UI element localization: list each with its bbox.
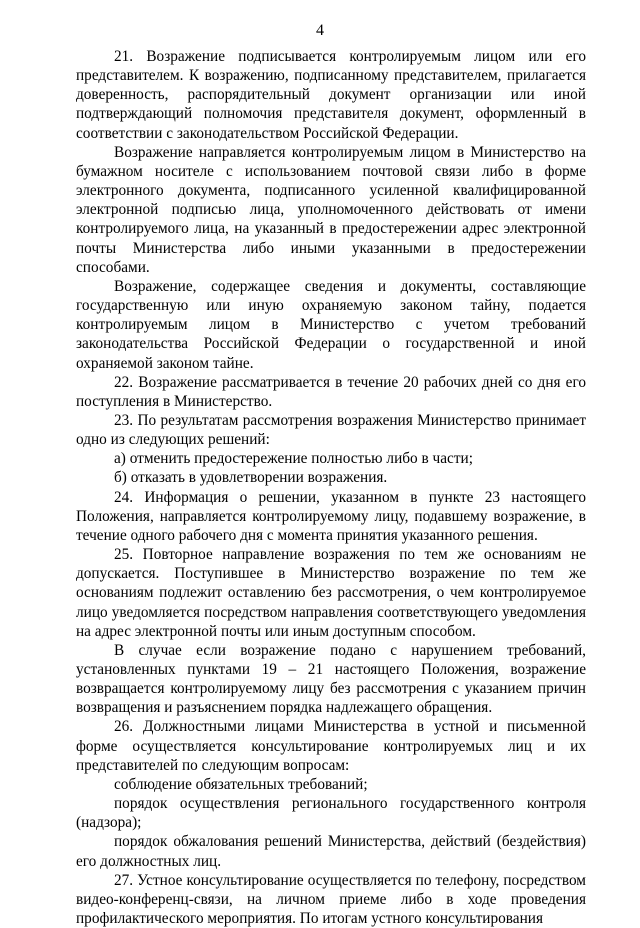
document-body xyxy=(76,47,586,928)
consulting-topic-control-procedure: порядок осуществления регионального государственного контроля (надзора); xyxy=(76,795,586,832)
page-number: 4 xyxy=(316,22,324,39)
consulting-topic-appeal-procedure: порядок обжалования решений Министерства, действий (бездействия) его должностных лиц. xyxy=(76,833,586,870)
paragraph-return-of-objection: В случае если возражение подано с нарушением требований, установленных пунктами 19 – 21 настоящего Положения, возражение возвращается контролируемому лицу без рассмотрения с указанием причин возвращения и разъяснением порядка надлежащего обращения. xyxy=(76,641,586,717)
decision-item-b: б) отказать в удовлетворении возражения. xyxy=(114,469,388,487)
paragraph-secret-information: Возражение, содержащее сведения и документы, составляющие государственную или иную охраняемую законом тайну, подается контролируемым лицом в Министерство с учетом требований законодательства Российской Федерации о государственной и иной охраняемой законом тайне. xyxy=(76,277,586,372)
decision-item-a: а) отменить предостережение полностью либо в части; xyxy=(114,450,473,468)
paragraph-22-review-period: 22. Возражение рассматривается в течение 20 рабочих дней со дня его поступления в Министерство. xyxy=(76,373,586,410)
paragraph-26-consulting: 26. Должностными лицами Министерства в устной и письменной форме осуществляется консультирование контролируемых лиц и их представителей по следующим вопросам: xyxy=(76,718,586,774)
paragraph-submission-method: Возражение направляется контролируемым лицом в Министерство на бумажном носителе с использованием почтовой связи либо в форме электронного документа, подписанного усиленной квалифицированной электронной подписью лица, уполномоченного действовать от имени контролируемого лица, на указанный в предостережении адрес электронной почты Министерства либо иными указанными в предостережении способами. xyxy=(76,143,586,276)
paragraph-21-signature: 21. Возражение подписывается контролируемым лицом или его представителем. К возражению, подписанному представителем, прилагается доверенность, распорядительный документ организации или иной подтверждающий полномочия представителя документ, оформленный в соответствии с законодательством Российской Федерации. xyxy=(76,48,586,142)
paragraph-23-decisions: 23. По результатам рассмотрения возражения Министерство принимает одно из следующих решений: xyxy=(76,411,586,449)
paragraph-25-repeated-objection: 25. Повторное направление возражения по тем же основаниям не допускается. Поступившее в Министерство возражение по тем же основаниям подлежит оставлению без рассмотрения, о чем контролируемое лицо уведомляется посредством направления соответствующего уведомления на адрес электронной почты или иным доступным способом. xyxy=(76,546,586,640)
consulting-topic-requirements: соблюдение обязательных требований; xyxy=(114,775,368,793)
paragraph-27-oral-consulting: 27. Устное консультирование осуществляется по телефону, посредством видео-конференц-связи, на личном приеме либо в ходе проведения профилактического мероприятия. По итогам устного консультирования xyxy=(76,871,586,928)
paragraph-24-notification: 24. Информация о решении, указанном в пункте 23 настоящего Положения, направляется контролируемому лицу, подавшему возражение, в течение одного рабочего дня с момента принятия указанного решения. xyxy=(76,488,586,544)
